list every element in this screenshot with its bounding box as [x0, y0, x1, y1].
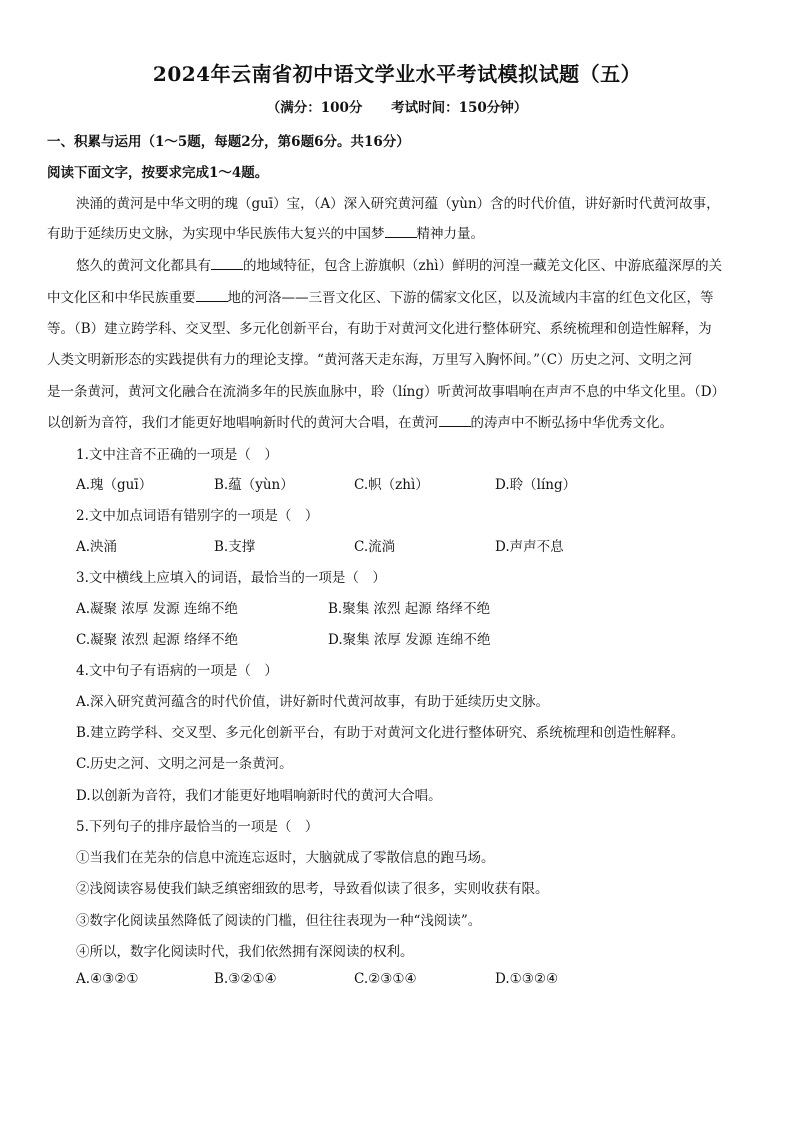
passage-line	[76, 254, 794, 274]
q5-sentence-3: ③数字化阅读虽然降低了阅读的门槛，但往往表现为一种“浅阅读”。	[76, 913, 482, 929]
fill-blank-2	[211, 256, 243, 270]
exam-time: 考试时间：150分钟）	[391, 100, 528, 116]
fill-blank-3	[196, 288, 228, 302]
passage-line	[47, 411, 772, 431]
passage-line: 等。（B）建立跨学科、交叉型、多元化创新平台，有助于对黄河文化进行整体研究、系统梳理和创造性解释，为	[47, 321, 712, 337]
fill-blank-4	[439, 413, 471, 427]
q4-option-d: D.以创新为音符，我们才能更好地唱响新时代的黄河大合唱。	[76, 788, 442, 804]
q1-option-b: B.蕴（yùn）	[214, 477, 294, 493]
q3-option-a: A.凝聚 浓厚 发源 连绵不绝	[76, 601, 238, 617]
q4-option-b: B.建立跨学科、交叉型、多元化创新平台，有助于对黄河文化进行整体研究、系统梳理和创造性解释。	[76, 725, 685, 741]
passage-text: 的地域特征，包含上游旗帜（zhì）鲜明的河湟一藏羌文化区、中游底蕴深厚的关	[243, 258, 723, 274]
passage-text: 的涛声中不断弘扬中华优秀文化。	[470, 415, 673, 431]
question-5-stem: 5.下列句子的排序最恰当的一项是（ ）	[76, 819, 319, 835]
passage-text: 以创新为音符，我们才能更好地唱响新时代的黄河大合唱，在黄河	[47, 415, 439, 431]
question-4-stem: 4.文中句子有语病的一项是（ ）	[76, 663, 278, 679]
q5-sentence-4: ④所以，数字化阅读时代，我们依然拥有深阅读的权利。	[76, 944, 414, 960]
passage-text: 悠久的黄河文化都具有	[76, 258, 211, 274]
fill-blank-1	[385, 224, 417, 238]
q4-option-c: C.历史之河、文明之河是一条黄河。	[76, 756, 293, 772]
question-1-stem: 1.文中注音不正确的一项是（ ）	[76, 447, 278, 463]
q5-option-b: B.③②①④	[214, 971, 277, 987]
question-3-stem: 3.文中横线上应填入的词语，最恰当的一项是（ ）	[76, 570, 386, 586]
passage-line	[47, 222, 772, 242]
q5-sentence-2: ②浅阅读容易使我们缺乏缜密细致的思考，导致看似读了很多，实则收获有限。	[76, 881, 549, 897]
passage-line: 人类文明新形态的实践提供有力的理论支撑。“黄河落天走东海，万里写入胸怀间。”（C）历史之河、文明之河	[47, 352, 693, 368]
passage-text: 中文化区和中华民族重要	[47, 290, 196, 306]
q3-option-d: D.聚集 浓厚 发源 连绵不绝	[328, 632, 491, 648]
passage-line: 是一条黄河，黄河文化融合在流淌多年的民族血脉中，聆（líng）听黄河故事唱响在声声不息的中华文化里。（D）	[47, 384, 726, 400]
q2-option-c: C.流淌	[354, 539, 396, 555]
section-heading: 一、积累与运用（1～5题，每题2分，第6题6分。共16分）	[47, 134, 410, 150]
q3-option-b: B.聚集 浓烈 起源 络绎不绝	[328, 601, 491, 617]
q5-option-a: A.④③②①	[76, 971, 139, 987]
q2-option-a: A.泱涌	[76, 539, 118, 555]
passage-text: 精神力量。	[416, 226, 484, 242]
full-score: （满分：100分	[266, 100, 363, 116]
q1-option-a: A.瑰（guī）	[76, 477, 153, 493]
q2-option-b: B.支撑	[214, 539, 256, 555]
q1-option-d: D.聆（líng）	[495, 477, 577, 493]
reading-instruction: 阅读下面文字，按要求完成1～4题。	[47, 165, 269, 181]
passage-line	[47, 286, 772, 306]
passage-line: 泱涌的黄河是中华文明的瑰（guī）宝，（A）深入研究黄河蕴（yùn）含的时代价值，讲好新时代黄河故事，	[76, 196, 720, 212]
q5-sentence-1: ①当我们在芜杂的信息中流连忘返时，大脑就成了零散信息的跑马场。	[76, 850, 495, 866]
q3-option-c: C.凝聚 浓烈 起源 络绎不绝	[76, 632, 239, 648]
q1-option-c: C.帜（zhì）	[354, 477, 429, 493]
q5-option-d: D.①③②④	[495, 971, 559, 987]
exam-title: 2024年云南省初中语文学业水平考试模拟试题（五）	[152, 62, 642, 86]
passage-text: 有助于延续历史文脉，为实现中华民族伟大复兴的中国梦	[47, 226, 385, 242]
exam-subtitle	[0, 96, 794, 116]
passage-text: 地的河洛——三晋文化区、下游的儒家文化区，以及流域内丰富的红色文化区，等	[227, 290, 714, 306]
question-2-stem: 2.文中加点词语有错别字的一项是（ ）	[76, 508, 319, 524]
q5-option-c: C.②③①④	[354, 971, 417, 987]
q2-option-d: D.声声不息	[495, 539, 564, 555]
q4-option-a: A.深入研究黄河蕴含的时代价值，讲好新时代黄河故事，有助于延续历史文脉。	[76, 694, 550, 710]
